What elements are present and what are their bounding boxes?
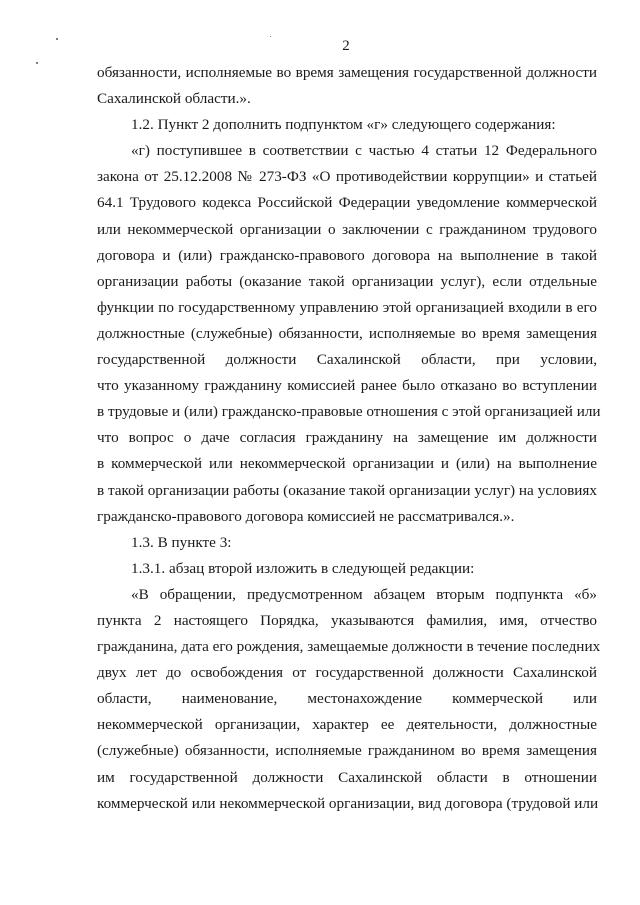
text-line: в коммерческой или некоммерческой организации и (или) на выполнение (97, 455, 597, 473)
text-line: «г) поступившее в соответствии с частью 4 статьи 12 Федерального (131, 142, 597, 160)
text-line: закона от 25.12.2008 № 273-ФЗ «О противодействии коррупции» и статьей (97, 168, 597, 186)
text-line: области, наименование, местонахождение коммерческой или (97, 690, 597, 708)
text-line: договора и (или) гражданско-правового договора на выполнение в такой (97, 246, 597, 264)
document-body (97, 60, 601, 817)
text-line: что указанному гражданину комиссией ранее было отказано во вступлении (97, 377, 597, 395)
text-line: что вопрос о даче согласия гражданину на замещение им должности (97, 429, 597, 447)
text-line: 64.1 Трудового кодекса Российской Федерации уведомление коммерческой (97, 194, 597, 212)
text-line: функции по государственному управлению этой организацией входили в его (97, 298, 597, 316)
text-line: двух лет до освобождения от государственной должности Сахалинской (97, 664, 597, 682)
text-line: гражданина, дата его рождения, замещаемые должности в течение последних (97, 638, 601, 656)
text-line: гражданско-правового договора комиссией не рассматривался.». (97, 507, 515, 525)
text-line: 1.3. В пункте 3: (131, 533, 232, 551)
text-line: организации работы (оказание такой организации услуг), если отдельные (97, 272, 597, 290)
page-number: 2 (342, 38, 350, 54)
text-line: (служебные) обязанности, исполняемые гражданином во время замещения (97, 742, 597, 760)
text-line: коммерческой или некоммерческой организации, вид договора (трудовой или (97, 794, 599, 812)
text-line: пункта 2 настоящего Порядка, указываются фамилия, имя, отчество (97, 611, 597, 629)
text-line: государственной должности Сахалинской области, при условии, (97, 351, 597, 369)
text-line: или некоммерческой организации о заключении с гражданином трудового (97, 220, 597, 238)
scan-speck (36, 62, 38, 64)
text-line: обязанности, исполняемые во время замещения государственной должности (97, 64, 597, 81)
text-line: должностные (служебные) обязанности, исполняемые во время замещения (97, 324, 597, 342)
text-line: 1.2. Пункт 2 дополнить подпунктом «г» следующего содержания: (131, 116, 556, 134)
text-line: в такой организации работы (оказание такой организации услуг) на условиях (97, 481, 597, 499)
text-line: некоммерческой организации, характер ее деятельности, должностные (97, 716, 597, 734)
text-line: «В обращении, предусмотренном абзацем вторым подпункта «б» (131, 585, 597, 603)
text-line: в трудовые и (или) гражданско-правовые отношения с этой организацией или (97, 403, 601, 421)
text-line: Сахалинской области.». (97, 90, 251, 108)
text-line: 1.3.1. абзац второй изложить в следующей редакции: (131, 559, 475, 577)
text-line: им государственной должности Сахалинской области в отношении (97, 768, 597, 786)
